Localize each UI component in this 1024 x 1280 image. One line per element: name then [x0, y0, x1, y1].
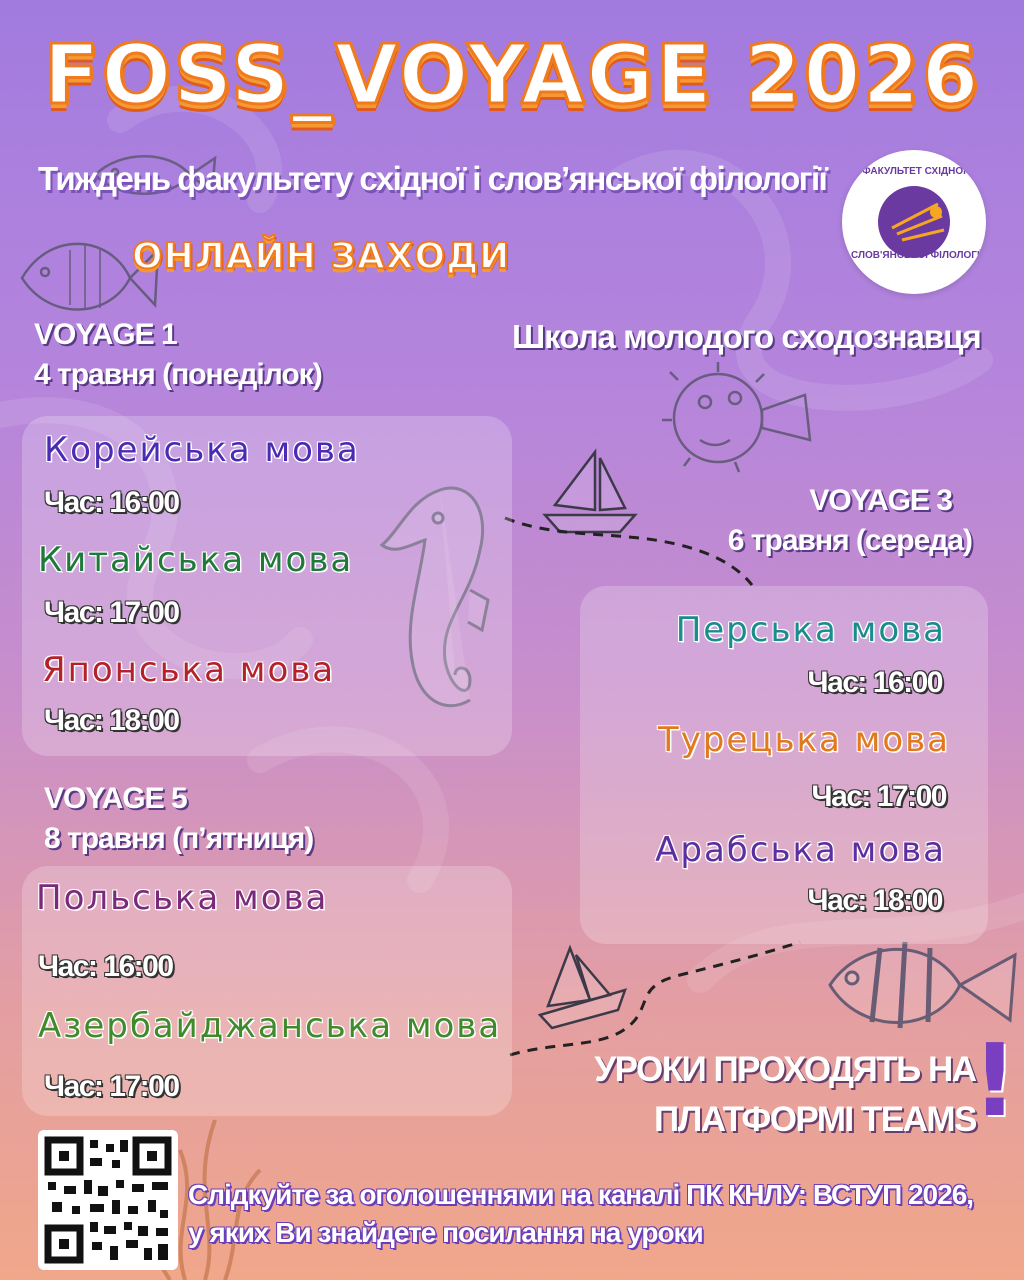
time-arabic: Час: 18:00: [807, 884, 942, 917]
language-korean: Корейська мова: [44, 430, 360, 470]
clownfish-icon: [830, 942, 1015, 1028]
faculty-logo: [842, 150, 986, 294]
voyage5-date: 8 травня (п’ятниця): [44, 822, 314, 855]
voyage5-name: VOYAGE 5: [44, 782, 187, 815]
language-turkish: Турецька мова: [657, 720, 950, 760]
logo-emblem-icon: [842, 150, 986, 294]
footer-line1: Слідкуйте за оголошеннями на каналі ПК КНЛУ: ВСТУП 2026,: [188, 1179, 974, 1210]
footer-announcement: [188, 1176, 1018, 1252]
time-persian: Час: 16:00: [807, 666, 942, 699]
time-japanese: Час: 18:00: [44, 704, 179, 737]
page-title: FOSS_VOYAGE 2026: [43, 28, 981, 123]
language-japanese: Японська мова: [42, 650, 336, 690]
time-azerbaijani: Час: 17:00: [44, 1070, 179, 1103]
exclamation-mark: !: [972, 1022, 1018, 1139]
voyage3-name: VOYAGE 3: [809, 484, 952, 517]
voyage1-date: 4 травня (понеділок): [34, 358, 322, 391]
language-chinese: Китайська мова: [38, 540, 354, 580]
language-arabic: Арабська мова: [655, 830, 946, 870]
teams-note-line1: УРОКИ ПРОХОДЯТЬ НА: [594, 1050, 976, 1089]
sailboat-icon: [540, 948, 625, 1028]
school-title: Школа молодого сходознавця: [512, 318, 981, 355]
sailboat-icon: [545, 452, 635, 532]
online-events-badge: ОНЛАЙН ЗАХОДИ: [132, 236, 511, 277]
time-chinese: Час: 17:00: [44, 596, 179, 629]
qr-code[interactable]: [38, 1130, 178, 1270]
language-polish: Польська мова: [36, 878, 329, 918]
footer-line2: у яких Ви знайдете посилання на уроки: [188, 1217, 703, 1248]
page-subtitle: Тиждень факультету східної і слов’янської філології: [38, 160, 827, 197]
teams-note-line2: ПЛАТФОРМІ TEAMS: [654, 1100, 976, 1139]
voyage1-name: VOYAGE 1: [34, 318, 177, 351]
language-persian: Перська мова: [675, 610, 946, 650]
logo-top-text: ФАКУЛЬТЕТ СХІДНОЇ: [862, 166, 966, 177]
language-azerbaijani: Азербайджанська мова: [38, 1006, 502, 1046]
voyage3-date: 6 травня (середа): [727, 524, 972, 557]
time-polish: Час: 16:00: [38, 950, 173, 983]
time-korean: Час: 16:00: [44, 486, 179, 519]
time-turkish: Час: 17:00: [811, 780, 946, 813]
logo-bottom-text: І СЛОВ'ЯНСЬКОЇ ФІЛОЛОГІЇ: [845, 250, 983, 261]
qr-code-icon: [38, 1130, 178, 1270]
